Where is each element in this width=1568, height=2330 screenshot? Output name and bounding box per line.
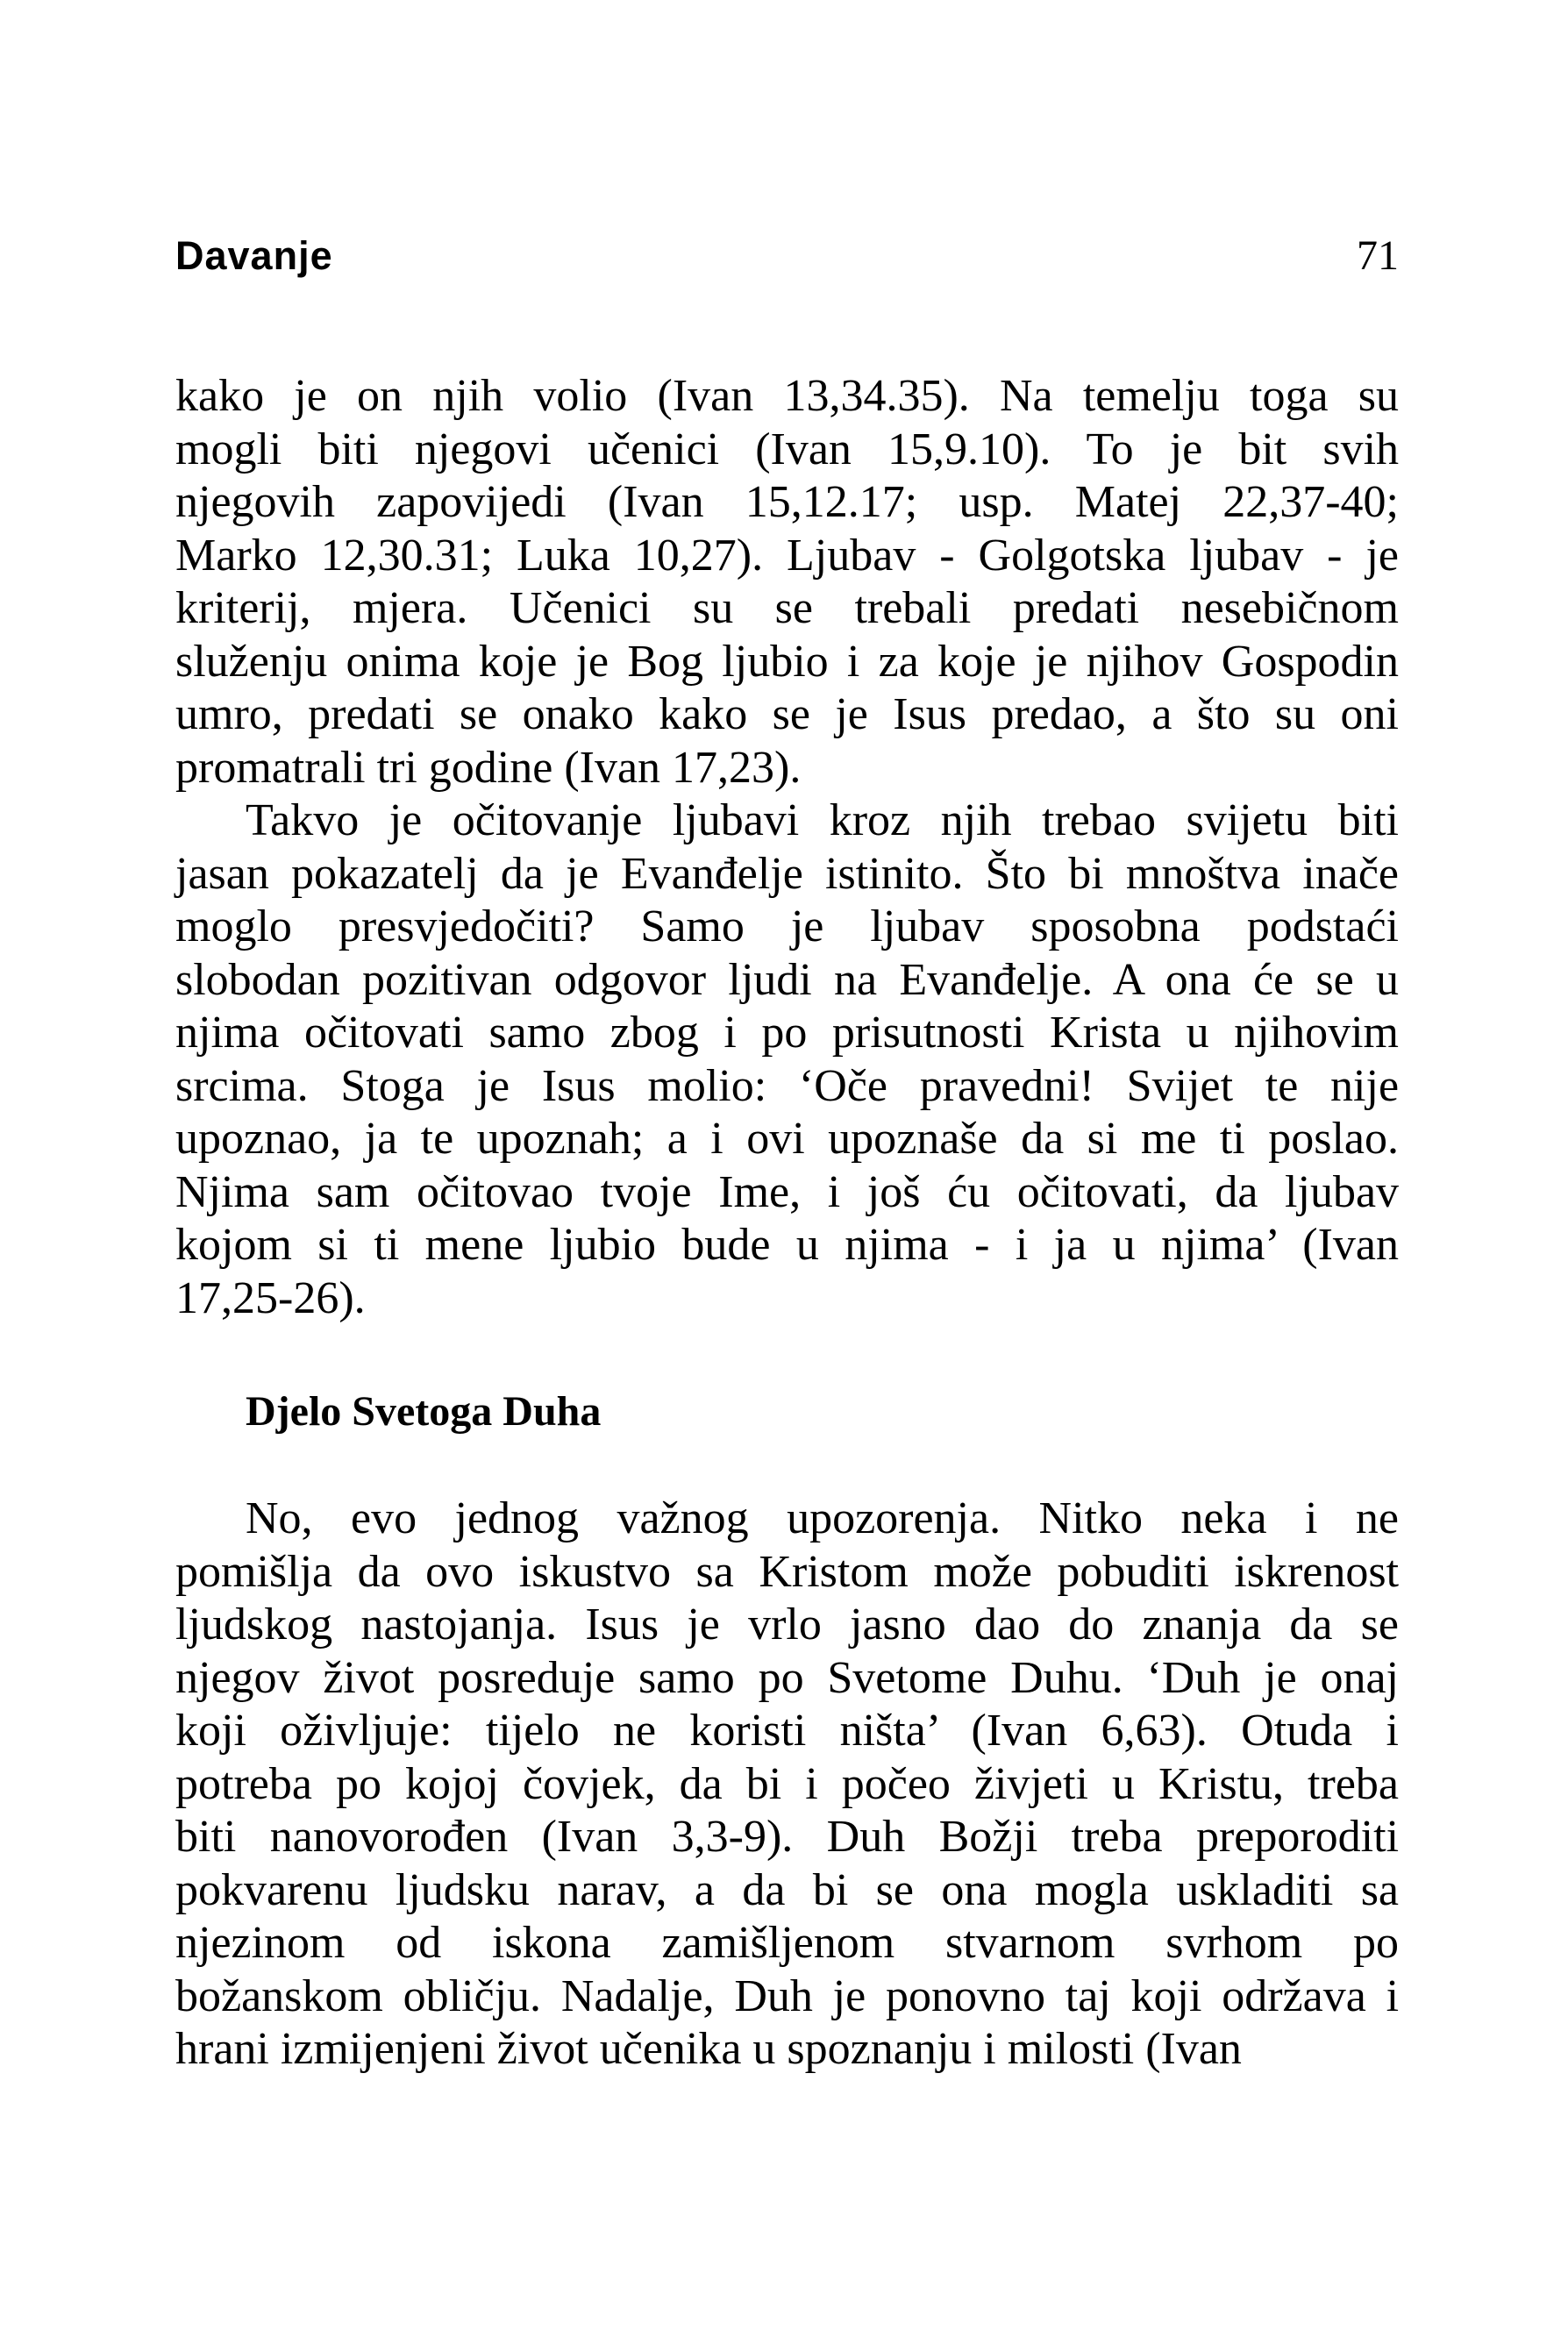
text-line: upoznao, ja te upoznah; a i ovi upoznaše da si me ti poslao. xyxy=(175,1114,1399,1164)
text-line: kojom si ti mene ljubio bude u njima - i ja u njima’ (Ivan xyxy=(175,1220,1400,1270)
text-line: pomišlja da ovo iskustvo sa Kristom može pobuditi iskrenost xyxy=(175,1546,1400,1597)
running-head xyxy=(175,230,1399,300)
text-line: ljudskog nastojanja. Isus je vrlo jasno dao do znanja da se xyxy=(175,1600,1399,1650)
paragraph xyxy=(175,794,1399,1325)
body-text-bottom xyxy=(175,1493,1399,2077)
text-line: srcima. Stoga je Isus molio: ‘Oče pravedni! Svijet te nije xyxy=(175,1060,1400,1111)
running-title: Davanje xyxy=(175,233,333,278)
text-line: Marko 12,30.31; Luka 10,27). Ljubav - Golgotska ljubav - je xyxy=(175,530,1399,581)
text-line: njima očitovati samo zbog i po prisutnosti Krista u njihovim xyxy=(175,1008,1399,1058)
text-line: služenju onima koje je Bog ljubio i za koje je njihov Gospodin xyxy=(175,636,1399,687)
body-text-top xyxy=(175,370,1399,1325)
section-heading: Djelo Svetoga Duha xyxy=(246,1388,602,1435)
text-line: Njima sam očitovao tvoje Ime, i još ću očitovati, da ljubav xyxy=(175,1166,1400,1217)
paragraph-continued xyxy=(175,370,1399,794)
text-line: biti nanovorođen (Ivan 3,3-9). Duh Božji treba preporoditi xyxy=(175,1812,1400,1862)
text-line: potreba po kojoj čovjek, da bi i počeo živjeti u Kristu, treba xyxy=(175,1758,1399,1809)
text-line: Takvo je očitovanje ljubavi kroz njih trebao svijetu biti xyxy=(246,795,1399,845)
text-line: No, evo jednog važnog upozorenja. Nitko neka i ne xyxy=(246,1493,1399,1543)
text-line: moglo presvjedočiti? Samo je ljubav sposobna podstaći xyxy=(175,901,1399,951)
text-line: jasan pokazatelj da je Evanđelje istinito. Što bi mnoštva inače xyxy=(175,848,1399,899)
text-line: kriterij, mjera. Učenici su se trebali predati nesebičnom xyxy=(175,583,1399,633)
text-line: koji oživljuje: tijelo ne koristi ništa’ (Ivan 6,63). Otuda i xyxy=(175,1706,1399,1756)
text-line: njegov život posreduje samo po Svetome Duhu. ‘Duh je onaj xyxy=(175,1652,1399,1703)
page-number: 71 xyxy=(1357,232,1399,279)
text-line: kako je on njih volio (Ivan 13,34.35). Na temelju toga su xyxy=(175,371,1399,421)
text-line: božanskom obličju. Nadalje, Duh je ponovno taj koji održava i xyxy=(175,1970,1400,2021)
text-line: 17,25-26). xyxy=(175,1272,366,1323)
text-line: slobodan pozitivan odgovor ljudi na Evanđelje. A ona će se u xyxy=(175,954,1399,1005)
text-line: hrani izmijenjeni život učenika u spoznanju i milosti (Ivan xyxy=(175,2024,1242,2074)
book-page xyxy=(175,230,1400,2074)
text-line: umro, predati se onako kako se je Isus predao, a što su oni xyxy=(175,689,1399,739)
text-line: njegovih zapovijedi (Ivan 15,12.17; usp. Matej 22,37-40; xyxy=(175,477,1399,527)
text-line: mogli biti njegovi učenici (Ivan 15,9.10). To je bit svih xyxy=(175,424,1400,474)
text-line: pokvarenu ljudsku narav, a da bi se ona mogla uskladiti sa xyxy=(175,1864,1400,1915)
text-line: promatrali tri godine (Ivan 17,23). xyxy=(175,742,802,793)
text-line: njezinom od iskona zamišljenom stvarnom svrhom po xyxy=(175,1918,1400,1968)
paragraph xyxy=(175,1493,1399,2077)
